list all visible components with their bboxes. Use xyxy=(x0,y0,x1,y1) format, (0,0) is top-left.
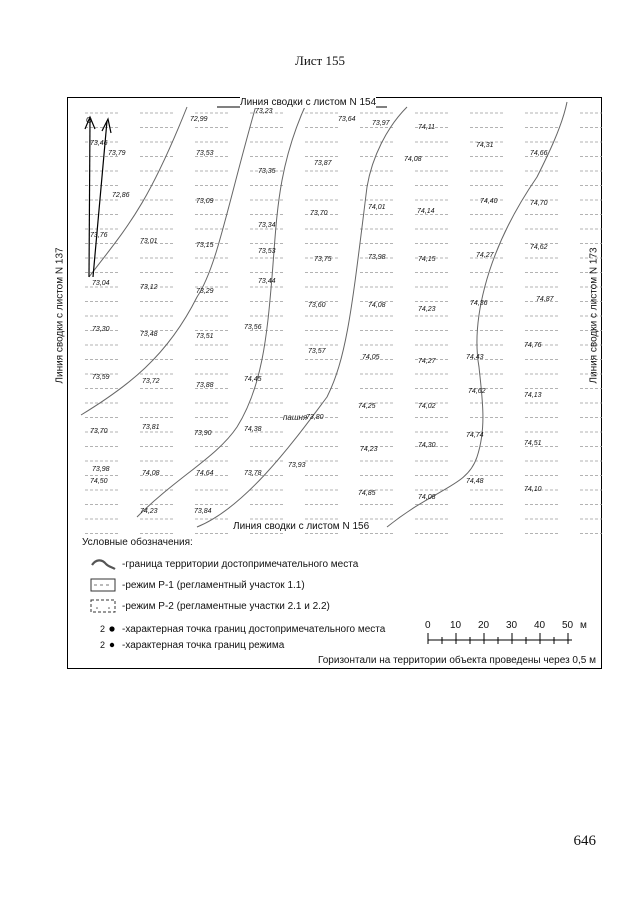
legend-item-characteristic-point-site xyxy=(82,621,385,637)
elevation-label: 74,15 xyxy=(418,256,436,263)
scale-tick-label: 0 xyxy=(425,620,431,631)
elevation-label: 74,51 xyxy=(524,440,542,447)
elevation-label: 73,30 xyxy=(92,326,110,333)
elevation-label: 73,98 xyxy=(92,466,110,473)
elevation-label: 73,87 xyxy=(314,160,332,167)
legend-title: Условные обозначения: xyxy=(82,537,193,548)
elevation-label: 73,35 xyxy=(258,168,276,175)
legend-item-label: -характерная точка границ достопримечательного места xyxy=(122,623,386,635)
elevation-label: 73,29 xyxy=(196,288,214,295)
elevation-label: 73,84 xyxy=(194,508,212,515)
legend-item-label: -режим Р-1 (регламентный участок 1.1) xyxy=(122,579,305,591)
north-arrow-label: С xyxy=(86,116,92,125)
elevation-label: 74,62 xyxy=(468,388,486,395)
elevation-label: 74,45 xyxy=(244,376,262,383)
regime-p1-swatch-icon xyxy=(82,578,116,592)
legend-item-label: -граница территории достопримечательного места xyxy=(122,558,359,570)
elevation-label: 74,27 xyxy=(418,358,436,365)
elevation-label: 73,80 xyxy=(306,414,324,421)
elevation-label: 73,15 xyxy=(196,242,214,249)
elevation-label: 73,90 xyxy=(194,430,212,437)
elevation-label: 73,09 xyxy=(196,198,214,205)
legend-item-label: -режим Р-2 (регламентные участки 2.1 и 2.2) xyxy=(122,600,330,612)
elevation-label: 73,72 xyxy=(142,378,160,385)
elevation-label: 73,51 xyxy=(196,333,214,340)
elevation-label: 73,59 xyxy=(92,374,110,381)
elevation-label: 73,64 xyxy=(338,116,356,123)
elevation-label: 74,30 xyxy=(418,442,436,449)
elevation-label: 74,31 xyxy=(476,142,494,149)
elevation-label: 74,74 xyxy=(466,432,484,439)
elevation-label: 74,40 xyxy=(480,198,498,205)
elevation-label: 73,04 xyxy=(92,280,110,287)
elevation-label: 73,56 xyxy=(244,324,262,331)
elevation-label: 73,98 xyxy=(368,254,386,261)
elevation-label: 73,88 xyxy=(196,382,214,389)
legend-item-characteristic-point-regime xyxy=(82,637,284,653)
elevation-label: 73,34 xyxy=(258,222,276,229)
elevation-label: 73,97 xyxy=(372,120,390,127)
elevation-label: 74,25 xyxy=(358,403,376,410)
scale-tick-label: 40 xyxy=(534,620,546,631)
sheet-title: Лист 155 xyxy=(295,53,345,68)
elevation-label: 74,01 xyxy=(368,204,386,211)
elevation-label: 74,76 xyxy=(524,342,542,349)
elevation-label: 74,02 xyxy=(418,403,436,410)
elevation-label: 74,08 xyxy=(142,470,160,477)
elevation-label: 74,70 xyxy=(530,200,548,207)
elevation-label: 74,23 xyxy=(360,446,378,453)
elevation-label: 74,08 xyxy=(418,494,436,501)
elevation-label: 73,48 xyxy=(140,331,158,338)
elevation-label: 74,48 xyxy=(466,478,484,485)
point-site-icon: 2 xyxy=(82,624,116,634)
spot-label-arable: пашня xyxy=(283,413,308,422)
legend-item-regime-p1 xyxy=(82,577,305,593)
elevation-label: 74,64 xyxy=(196,470,214,477)
elevation-label: 74,23 xyxy=(140,508,158,515)
elevation-label: 73,70 xyxy=(90,428,108,435)
scale-unit-label: м xyxy=(580,620,587,631)
top-boundary-label: Линия сводки с листом N 154 xyxy=(240,97,377,108)
contour-line xyxy=(89,107,187,277)
elevation-label: 72,86 xyxy=(112,192,130,199)
elevation-label: 73,53 xyxy=(258,248,276,255)
scale-bar xyxy=(422,620,597,653)
elevation-label: 74,08 xyxy=(368,302,386,309)
elevation-label: 74,87 xyxy=(536,296,554,303)
scale-tick-label: 30 xyxy=(506,620,518,631)
elevation-label: 74,38 xyxy=(244,426,262,433)
contour-line xyxy=(387,102,567,527)
right-boundary-label: Линия сводки с листом N 173 xyxy=(588,247,600,384)
point-regime-icon: 2 xyxy=(82,640,116,650)
elevation-label: 73,60 xyxy=(308,302,326,309)
elevation-label: 73,53 xyxy=(196,150,214,157)
elevation-label: 73,44 xyxy=(258,278,276,285)
scale-tick-label: 50 xyxy=(562,620,574,631)
boundary-line-icon xyxy=(82,557,116,571)
elevation-label: 73,57 xyxy=(308,348,326,355)
scale-tick-label: 20 xyxy=(478,620,490,631)
left-boundary-label: Линия сводки с листом N 137 xyxy=(54,247,66,384)
elevation-label: 73,46 xyxy=(90,140,108,147)
elevation-label: 72,99 xyxy=(190,116,208,123)
elevation-label: 74,11 xyxy=(418,124,435,131)
elevation-label: 73,79 xyxy=(108,150,126,157)
elevation-label: 74,05 xyxy=(362,354,380,361)
contour-dash-grid xyxy=(85,113,602,534)
scale-tick-label: 10 xyxy=(450,620,462,631)
legend-item-boundary xyxy=(82,556,358,572)
elevation-label: 74,66 xyxy=(530,150,548,157)
elevation-label: 73,12 xyxy=(140,284,158,291)
elevation-label: 73,78 xyxy=(244,470,262,477)
elevation-label: 73,75 xyxy=(314,256,332,263)
elevation-label: 74,27 xyxy=(476,252,494,259)
elevation-label: 73,76 xyxy=(90,232,108,239)
elevation-label: 74,10 xyxy=(524,486,542,493)
elevation-label: 74,50 xyxy=(90,478,108,485)
legend-item-label: -характерная точка границ режима xyxy=(122,639,285,651)
elevation-label: 74,13 xyxy=(524,392,542,399)
regime-p2-swatch-icon xyxy=(82,599,116,613)
elevation-label: 74,85 xyxy=(358,490,376,497)
elevation-label: 73,23 xyxy=(255,108,273,115)
elevation-label: 74,62 xyxy=(530,244,548,251)
contour-interval-note: Горизонтали на территории объекта проведены через 0,5 м xyxy=(317,655,596,666)
elevation-label: 74,14 xyxy=(417,208,435,215)
elevation-label: 73,93 xyxy=(288,462,306,469)
elevation-label: 74,43 xyxy=(466,354,484,361)
elevation-label: 74,36 xyxy=(470,300,488,307)
elevation-label: 74,08 xyxy=(404,156,422,163)
elevation-label: 73,81 xyxy=(142,424,160,431)
legend-item-regime-p2 xyxy=(82,598,330,614)
elevation-label: 74,23 xyxy=(418,306,436,313)
bottom-boundary-label: Линия сводки с листом N 156 xyxy=(233,521,370,532)
page-number: 646 xyxy=(573,833,596,849)
elevation-label: 73,70 xyxy=(310,210,328,217)
elevation-label: 73,01 xyxy=(140,238,158,245)
